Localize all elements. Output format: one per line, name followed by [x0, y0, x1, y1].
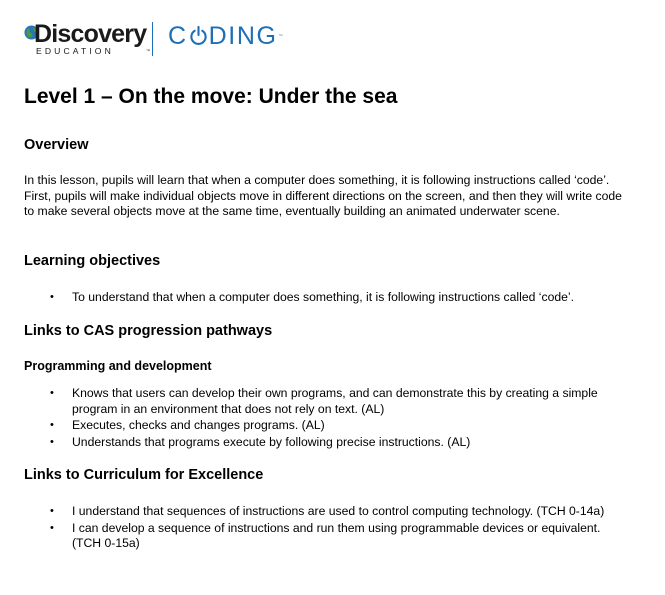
bullet-icon: • — [50, 419, 54, 431]
learning-objectives-list — [0, 290, 640, 307]
bullet-icon: • — [50, 505, 54, 517]
cas-list — [0, 386, 640, 451]
logo-divider — [152, 22, 153, 56]
bullet-icon: • — [50, 291, 54, 303]
product-suffix: DING — [208, 22, 278, 50]
coding-product-logo — [168, 22, 284, 50]
list-item — [0, 290, 632, 306]
product-prefix: C — [168, 22, 188, 50]
list-item — [0, 435, 632, 451]
list-item-text: To understand that when a computer does something, it is following instructions called ‘code’. — [72, 290, 574, 304]
list-item-text: Understands that programs execute by following precise instructions. (AL) — [72, 434, 471, 449]
list-item — [0, 386, 632, 417]
power-icon — [189, 25, 208, 47]
cfe-list — [0, 504, 640, 553]
product-trademark: ™ — [278, 33, 285, 38]
overview-text: In this lesson, pupils will learn that when a computer does something, it is following instructions called ‘code’. First, pupils will make individual objects move in different directions on the screen, and then they will write code to make several objects move at the same time, eventually building an animated underwater scene. — [24, 173, 622, 218]
list-item-text: Executes, checks and changes programs. (AL) — [72, 418, 325, 432]
logo-trademark: ™ — [146, 48, 150, 53]
learning-objectives-heading: Learning objectives — [24, 253, 161, 269]
logo-brand-word: Discovery — [34, 20, 147, 48]
list-item — [0, 504, 632, 520]
bullet-icon: • — [50, 521, 54, 534]
list-item — [0, 418, 632, 434]
logo-brand-sub: EDUCATION — [36, 46, 114, 56]
page-title: Level 1 – On the move: Under the sea — [24, 85, 398, 108]
overview-heading: Overview — [24, 137, 89, 153]
cfe-heading: Links to Curriculum for Excellence — [24, 467, 264, 483]
list-item-text: I can develop a sequence of instructions and run them using programmable devices or equivalent. (TCH 0-15a) — [72, 520, 601, 550]
list-item — [0, 521, 632, 552]
cas-subheading: Programming and development — [24, 359, 212, 373]
list-item-text: Knows that users can develop their own programs, and can demonstrate this by creating a simple program in an environment that does not rely on text. (AL) — [72, 386, 598, 416]
bullet-icon: • — [50, 435, 54, 448]
discovery-education-logo — [24, 20, 152, 56]
list-item-text: I understand that sequences of instructions are used to control computing technology. (TCH 0-14a) — [72, 504, 605, 518]
cas-heading: Links to CAS progression pathways — [24, 323, 273, 339]
bullet-icon: • — [50, 387, 54, 399]
